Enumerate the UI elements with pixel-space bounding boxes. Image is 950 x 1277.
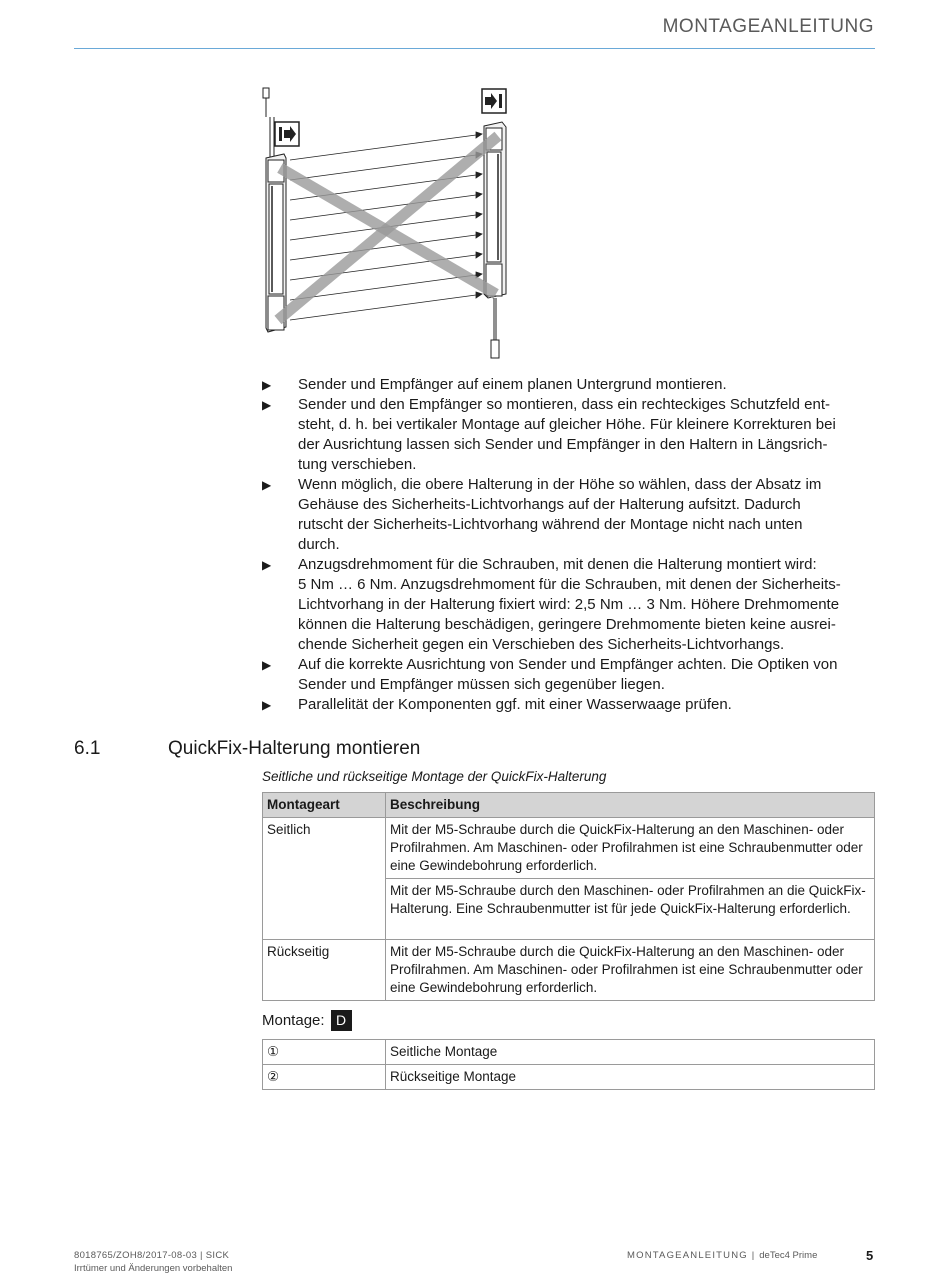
bullet-text: 5 Nm … 6 Nm. Anzugsdrehmoment für die Schrauben, mit denen der Sicherheits- (298, 576, 841, 593)
bullet-text: Sender und Empfänger müssen sich gegenüber liegen. (298, 676, 665, 693)
bullet-arrow-icon: ▶ (262, 478, 272, 492)
bullet-arrow-icon: ▶ (262, 398, 272, 412)
header-divider (74, 48, 875, 49)
table-row (263, 818, 875, 879)
bullet-line (262, 695, 877, 715)
bullet-text: Lichtvorhang in der Halterung fixiert wird: 2,5 Nm … 3 Nm. Höhere Drehmomente (298, 596, 840, 613)
bullet-line (262, 375, 877, 395)
mounting-type-cell: Seitlich (263, 818, 386, 940)
bullet-line (262, 595, 877, 615)
table-row (263, 940, 875, 1001)
footer-left (74, 1249, 232, 1275)
bullet-text: rutscht der Sicherheits-Lichtvorhang während der Montage nicht nach unten (298, 516, 803, 533)
bullet-text: Parallelität der Komponenten ggf. mit einer Wasserwaage prüfen. (298, 696, 732, 713)
description-cell: Mit der M5-Schraube durch den Maschinen- oder Profilrahmen an die QuickFix-Halterung. Eine Schraubenmutter ist für jede QuickFix-Halterung erforderlich. (386, 879, 875, 940)
running-header: MONTAGEANLEITUNG (662, 16, 874, 37)
bullet-line (262, 655, 877, 675)
sender-icon (275, 122, 299, 146)
bullet-arrow-icon: ▶ (262, 378, 272, 392)
sender-cable (263, 88, 274, 157)
table-header-row (263, 793, 875, 818)
footer-center (627, 1250, 817, 1261)
bullet-text: Auf die korrekte Ausrichtung von Sender und Empfänger achten. Die Optiken von (298, 656, 838, 673)
mounting-instructions-list (262, 375, 877, 715)
bullet-line (262, 555, 877, 575)
bullet-text: chende Sicherheit gegen ein Verschieben des Sicherheits-Lichtvorhangs. (298, 636, 785, 653)
bullet-text: Sender und den Empfänger so montieren, dass ein rechteckiges Schutzfeld ent- (298, 396, 830, 413)
montage-label-text: Montage: (262, 1012, 325, 1029)
bullet-line (262, 615, 877, 635)
bullet-text: Gehäuse des Sicherheits-Lichtvorhangs auf der Halterung aufsitzt. Dadurch (298, 496, 801, 513)
bullet-text: Wenn möglich, die obere Halterung in der Höhe so wählen, dass der Absatz im (298, 476, 822, 493)
diagonal-alignment-cross (278, 136, 498, 320)
bullet-text: können die Halterung beschädigen, geringere Drehmomente bieten keine ausrei- (298, 616, 836, 633)
bullet-text: durch. (298, 536, 340, 553)
bullet-line (262, 495, 877, 515)
bullet-line (262, 435, 877, 455)
page-number: 5 (866, 1248, 874, 1263)
receiver-cable (491, 298, 499, 358)
footer-product: deTec4 Prime (759, 1250, 818, 1261)
bullet-text: steht, d. h. bei vertikaler Montage auf gleicher Höhe. Für kleinere Korrekturen bei (298, 416, 836, 433)
legend-text: Rückseitige Montage (386, 1065, 875, 1090)
footer-disclaimer: Irrtümer und Änderungen vorbehalten (74, 1263, 233, 1274)
montage-label (262, 1010, 352, 1031)
legend-table (262, 1039, 875, 1090)
sender-housing (266, 154, 286, 332)
bullet-text: der Ausrichtung lassen sich Sender und Empfänger in den Haltern in Längsrich- (298, 436, 828, 453)
bullet-line (262, 475, 877, 495)
light-curtain-alignment-illustration (250, 82, 530, 367)
bullet-text: tung verschieben. (298, 456, 417, 473)
legend-symbol: ② (263, 1065, 386, 1090)
column-header: Beschreibung (386, 793, 875, 818)
footer-section: MONTAGEANLEITUNG (627, 1250, 748, 1261)
legend-row (263, 1065, 875, 1090)
footer-doc-id: 8018765/ZOH8/2017-08-03 | SICK (74, 1250, 230, 1261)
bullet-arrow-icon: ▶ (262, 558, 272, 572)
description-cell: Mit der M5-Schraube durch die QuickFix-Halterung an den Maschinen- oder Profilrahmen. Am Maschinen- oder Profilrahmen ist eine Schraubenmutter oder eine Gewindebohrung erforderlich. (386, 818, 875, 879)
bullet-line (262, 635, 877, 655)
mounting-type-table (262, 792, 875, 1001)
bullet-line (262, 455, 877, 475)
bullet-line (262, 575, 877, 595)
bullet-text: Sender und Empfänger auf einem planen Untergrund montieren. (298, 376, 727, 393)
bullet-line (262, 395, 877, 415)
bullet-line (262, 515, 877, 535)
montage-badge: D (331, 1010, 352, 1031)
column-header: Montageart (263, 793, 386, 818)
legend-symbol: ① (263, 1040, 386, 1065)
section-title: QuickFix-Halterung montieren (168, 738, 421, 759)
bullet-line (262, 415, 877, 435)
bullet-arrow-icon: ▶ (262, 658, 272, 672)
bullet-arrow-icon: ▶ (262, 698, 272, 712)
legend-row (263, 1040, 875, 1065)
section-number: 6.1 (74, 738, 101, 759)
bullet-line (262, 535, 877, 555)
table-caption: Seitliche und rückseitige Montage der QuickFix-Halterung (262, 769, 607, 784)
mounting-type-cell: Rückseitig (263, 940, 386, 1001)
description-cell: Mit der M5-Schraube durch die QuickFix-Halterung an den Maschinen- oder Profilrahmen. Am Maschinen- oder Profilrahmen ist eine Schraubenmutter oder eine Gewindebohrung erforderlich. (386, 940, 875, 1001)
bullet-line (262, 675, 877, 695)
footer-separator: | (751, 1250, 756, 1261)
bullet-text: Anzugsdrehmoment für die Schrauben, mit denen die Halterung montiert wird: (298, 556, 817, 573)
receiver-icon (482, 89, 506, 113)
legend-text: Seitliche Montage (386, 1040, 875, 1065)
